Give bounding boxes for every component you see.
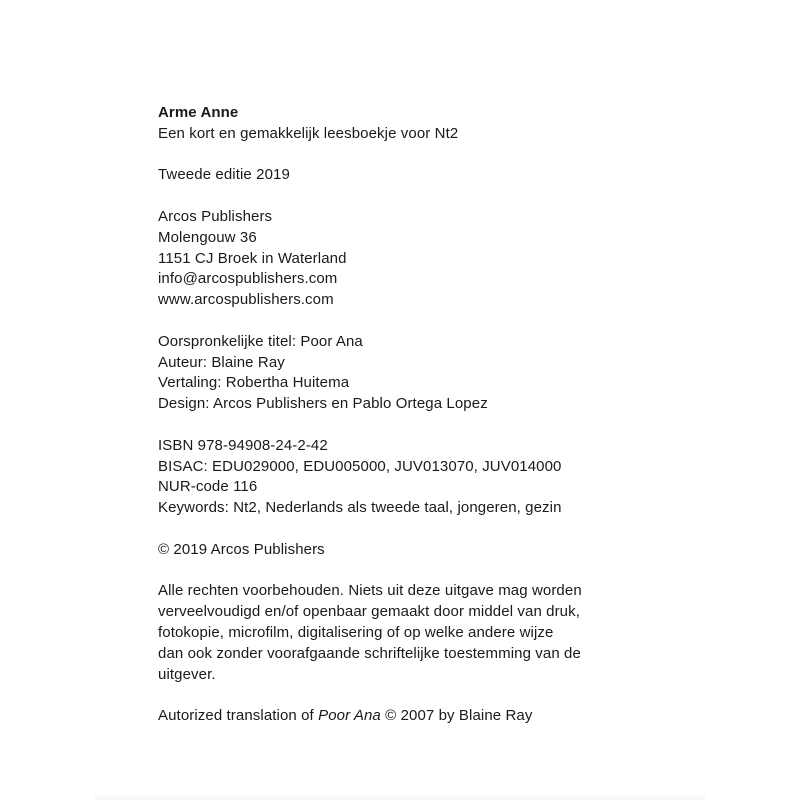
authorized-suffix: © 2007 by Blaine Ray [380,707,533,725]
colophon-page [158,103,758,727]
original-title-line: Oorspronkelijke titel: Poor Ana [158,332,363,350]
spacer [158,415,758,436]
rights-line: uitgever. [158,665,216,683]
copyright-line: © 2019 Arcos Publishers [158,540,325,558]
bisac-line: BISAC: EDU029000, EDU005000, JUV013070, JUV014000 [158,457,562,475]
spacer [158,311,758,332]
publisher-city: 1151 CJ Broek in Waterland [158,249,347,267]
spacer [158,145,758,166]
book-title: Arme Anne [158,104,239,121]
book-subtitle: Een kort en gemakkelijk leesboekje voor Nt2 [158,124,459,142]
isbn-line: ISBN 978-94908-24-2-42 [158,436,328,454]
authorized-prefix: Autorized translation of [158,707,319,725]
spacer [158,685,758,706]
rights-line: fotokopie, microfilm, digitalisering of op welke andere wijze [158,623,554,641]
rights-line: dan ook zonder voorafgaande schriftelijke toestemming van de [158,644,581,662]
rights-line: Alle rechten voorbehouden. Niets uit deze uitgave mag worden [158,582,582,600]
spacer [158,561,758,582]
publisher-name: Arcos Publishers [158,207,273,225]
author-line: Auteur: Blaine Ray [158,353,285,371]
nur-line: NUR-code 116 [158,478,258,496]
spacer [158,186,758,207]
rights-line: verveelvoudigd en/of openbaar gemaakt door middel van druk, [158,603,580,621]
authorized-translation-line [158,706,758,727]
publisher-email: info@arcospublishers.com [158,270,338,288]
spacer [158,519,758,540]
keywords-line: Keywords: Nt2, Nederlands als tweede taal, jongeren, gezin [158,499,562,517]
edition-line: Tweede editie 2019 [158,166,290,184]
publisher-street: Molengouw 36 [158,228,257,246]
publisher-website: www.arcospublishers.com [158,291,334,309]
translation-line: Vertaling: Robertha Huitema [158,374,350,392]
design-line: Design: Arcos Publishers en Pablo Ortega Lopez [158,395,488,413]
page-bottom-edge [95,794,705,800]
original-work-title: Poor Ana [318,707,381,725]
